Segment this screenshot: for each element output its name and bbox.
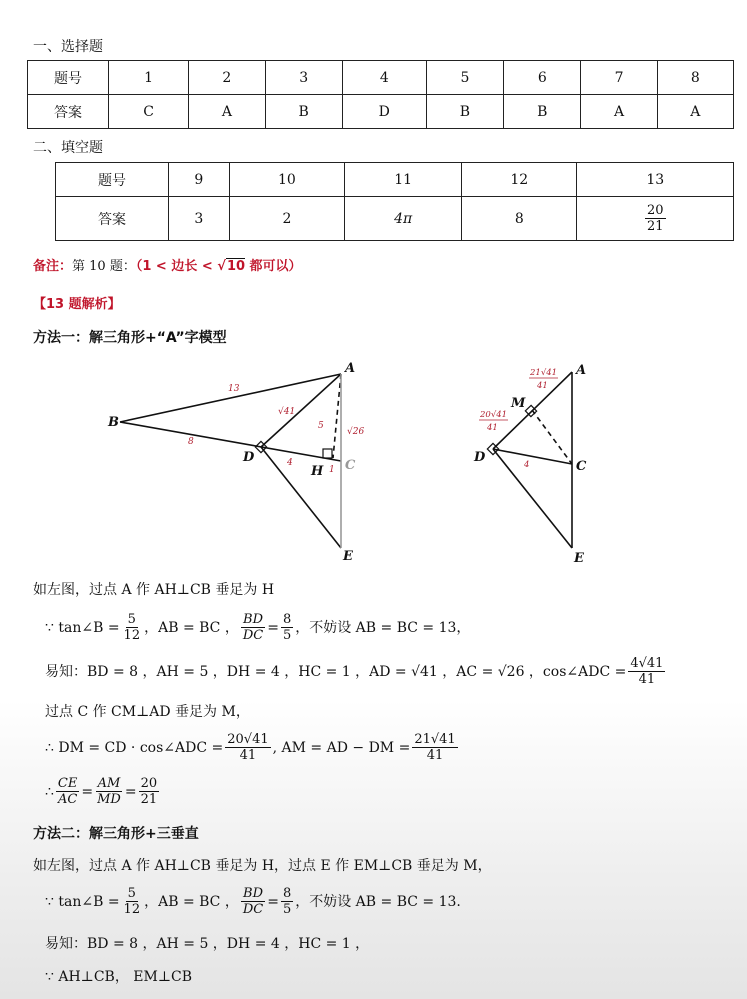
- segment-dc: [493, 449, 572, 464]
- m1-line1: 如左图，过点 A 作 AH⊥CB 垂足为 H: [33, 582, 275, 598]
- table-cell: B: [504, 95, 581, 129]
- table-cell: B: [426, 95, 503, 129]
- segment-de: [261, 447, 341, 548]
- text: ，AB = BC ，: [144, 619, 239, 636]
- frac-numerator: 5: [127, 612, 136, 627]
- frac-denominator: 41: [426, 748, 444, 763]
- note-line: 备注：第 10 题：（1 < 边长 < √10 都可以）: [33, 259, 302, 274]
- table-cell: 10: [229, 163, 344, 197]
- label-e: E: [343, 549, 353, 564]
- frac-denominator: DC: [242, 628, 264, 643]
- segment-bc: [120, 422, 341, 461]
- len-dm-den: 41: [487, 423, 498, 433]
- choice-answer-table: [27, 60, 734, 129]
- table-row: [56, 197, 734, 241]
- table-cell: A: [657, 95, 733, 129]
- frac-numerator: CE: [57, 776, 78, 791]
- section1-title: 一、选择题: [33, 39, 103, 55]
- table-cell: 6: [504, 61, 581, 95]
- table-row: [56, 163, 734, 197]
- text: ，AB = BC ，: [144, 893, 239, 910]
- frac-denominator: 21: [140, 792, 158, 807]
- len-am-den: 41: [537, 381, 548, 391]
- text: , AM = AD − DM =: [272, 739, 411, 756]
- label-b: B: [108, 415, 119, 430]
- frac-denominator: 5: [282, 628, 292, 643]
- table-cell: 8: [462, 197, 577, 241]
- frac-denominator: 41: [239, 748, 257, 763]
- len-dc: 4: [524, 460, 530, 470]
- text: ∵ tan∠B =: [45, 893, 120, 910]
- text: ，不妨设 AB = BC = 13，: [295, 619, 471, 636]
- text: ∵ tan∠B =: [45, 619, 120, 636]
- analysis-title: 【13 题解析】: [33, 297, 121, 312]
- table-cell: D: [342, 95, 426, 129]
- note-label: 备注：: [33, 259, 73, 274]
- table-cell: 11: [345, 163, 462, 197]
- table-cell: 9: [169, 163, 230, 197]
- table-cell-fraction: [577, 197, 734, 241]
- table-cell: 8: [657, 61, 733, 95]
- geometry-figures: [0, 355, 747, 580]
- m1-line4: 过点 C 作 CM⊥AD 垂足为 M，: [45, 704, 250, 720]
- frac-numerator: 20: [140, 776, 158, 791]
- label-h: H: [311, 464, 324, 479]
- len-ab: 13: [228, 384, 240, 394]
- frac-numerator: AM: [97, 776, 121, 791]
- table-cell: 4: [342, 61, 426, 95]
- table-cell: 2: [189, 61, 265, 95]
- m2-line4: ∵ AH⊥CB， EM⊥CB: [45, 969, 193, 985]
- table-row: [28, 95, 734, 129]
- table-cell: 3: [169, 197, 230, 241]
- segment-ah: [333, 374, 341, 458]
- label-d: D: [243, 450, 255, 465]
- table-cell: 答案: [28, 95, 109, 129]
- right-angle-mark: [323, 449, 332, 458]
- note-condition: （1 < 边长 <: [135, 259, 218, 274]
- table-cell: A: [581, 95, 657, 129]
- frac-denominator: 41: [638, 672, 656, 687]
- segment-ad: [261, 374, 341, 447]
- frac-denominator: 12: [123, 628, 141, 643]
- label-d: D: [474, 450, 486, 465]
- frac-numerator: 5: [127, 886, 136, 901]
- frac-numerator: 20: [646, 203, 664, 218]
- text: =: [267, 619, 279, 636]
- m2-line2: [45, 886, 461, 917]
- text: =: [267, 893, 279, 910]
- len-ac: √26: [347, 427, 365, 437]
- table-cell: 答案: [56, 197, 169, 241]
- table-cell: A: [189, 95, 265, 129]
- frac-numerator: 4√41: [630, 656, 664, 671]
- segment-cm: [532, 410, 572, 464]
- method2-title: 方法二：解三角形+三垂直: [33, 826, 199, 842]
- table-cell: 1: [109, 61, 189, 95]
- table-cell: 12: [462, 163, 577, 197]
- note-text: 第 10 题：: [72, 259, 136, 274]
- frac-denominator: AC: [57, 792, 78, 807]
- len-bd: 8: [188, 437, 194, 447]
- note-radicand: 10: [226, 259, 246, 274]
- table-cell: 4π: [345, 197, 462, 241]
- table-cell: 题号: [56, 163, 169, 197]
- table-cell: 13: [577, 163, 734, 197]
- table-cell: 3: [265, 61, 342, 95]
- text: ，不妨设 AB = BC = 13.: [295, 893, 461, 910]
- note-condition-end: 都可以）: [245, 259, 302, 274]
- text: =: [81, 783, 94, 800]
- m2-line3: 易知：BD = 8 ，AH = 5 ，DH = 4 ，HC = 1 ，: [45, 936, 370, 952]
- frac-denominator: DC: [242, 902, 264, 917]
- len-dh: 4: [287, 458, 293, 468]
- table-cell: 2: [229, 197, 344, 241]
- len-am-num: 21√41: [530, 368, 558, 378]
- table-cell: C: [109, 95, 189, 129]
- label-a: A: [345, 361, 356, 376]
- m1-line5: [45, 732, 460, 763]
- frac-denominator: MD: [97, 792, 121, 807]
- label-e: E: [574, 551, 584, 566]
- table-row: [28, 61, 734, 95]
- len-hc: 1: [329, 465, 335, 475]
- frac-numerator: 20√41: [227, 732, 269, 747]
- frac-denominator: 5: [282, 902, 292, 917]
- table-cell: 题号: [28, 61, 109, 95]
- segment-de: [493, 449, 572, 548]
- figure-left: [120, 374, 341, 548]
- table-cell: 7: [581, 61, 657, 95]
- text: ∴ DM = CD · cos∠ADC =: [45, 739, 224, 756]
- table-cell: B: [265, 95, 342, 129]
- figure-right: [487, 372, 572, 548]
- label-m: M: [511, 396, 526, 411]
- frac-numerator: 21√41: [414, 732, 456, 747]
- m1-line2: [45, 612, 470, 643]
- m2-line1: 如左图，过点 A 作 AH⊥CB 垂足为 H，过点 E 作 EM⊥CB 垂足为 M，: [33, 858, 492, 874]
- frac-numerator: 8: [282, 886, 292, 901]
- label-c: C: [576, 459, 587, 474]
- section2-title: 二、填空题: [33, 140, 103, 156]
- method1-title: 方法一：解三角形+“A”字模型: [33, 330, 227, 346]
- frac-denominator: 12: [123, 902, 141, 917]
- frac-numerator: BD: [243, 612, 264, 627]
- text: ∴: [45, 783, 54, 800]
- frac-numerator: BD: [243, 886, 264, 901]
- text: =: [124, 783, 137, 800]
- m1-line3: [45, 656, 667, 687]
- len-ad: √41: [278, 407, 296, 417]
- text: 易知：BD = 8 ，AH = 5 ，DH = 4 ，HC = 1 ，AD = √41 ，AC = √26 ，cos∠ADC =: [45, 663, 627, 680]
- frac-denominator: 21: [646, 219, 664, 234]
- label-a: A: [576, 363, 587, 378]
- m1-line6: [45, 776, 161, 807]
- len-dm-num: 20√41: [480, 410, 508, 420]
- segment-ab: [120, 374, 341, 422]
- fill-answer-table: [55, 162, 734, 241]
- table-cell: 5: [426, 61, 503, 95]
- label-c: C: [345, 458, 356, 473]
- frac-numerator: 8: [282, 612, 292, 627]
- len-ah: 5: [318, 421, 324, 431]
